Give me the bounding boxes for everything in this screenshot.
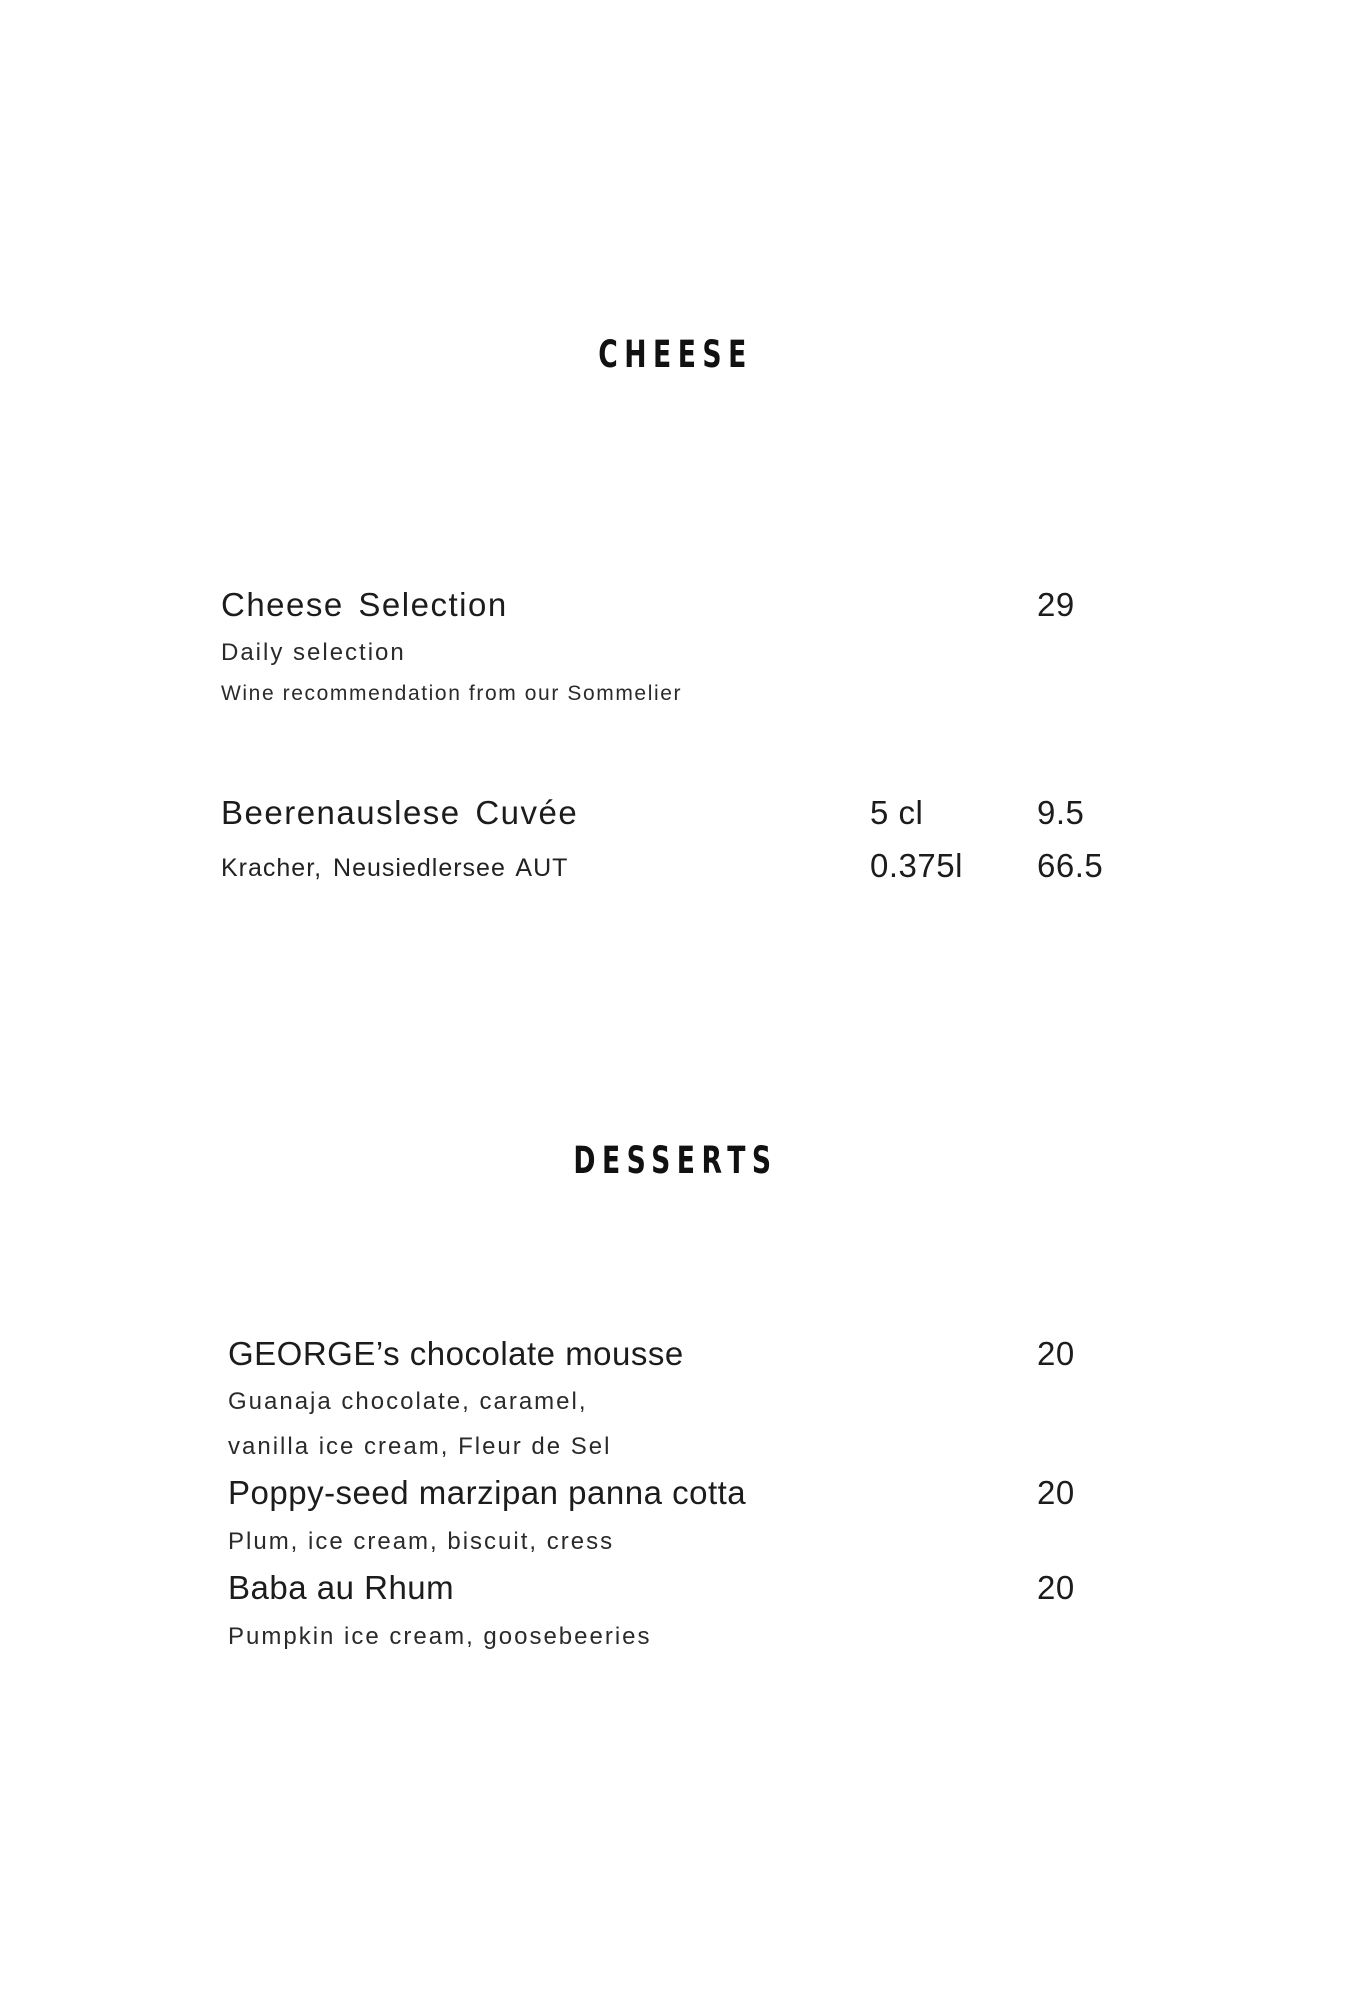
wine-volume-small: 5 cl (870, 794, 924, 831)
desserts-heading: DESSERTS (573, 1139, 778, 1182)
dessert-price: 20 (1037, 1335, 1075, 1372)
dessert-description: Pumpkin ice cream, goosebeeries (228, 1623, 652, 1650)
wine-price-bottle: 66.5 (1037, 847, 1104, 884)
wine-origin: Kracher, Neusiedlersee AUT (221, 854, 569, 882)
cheese-heading: CHEESE (598, 333, 753, 376)
wine-volume-bottle: 0.375l (870, 847, 963, 884)
dessert-name: GEORGE’s chocolate mousse (228, 1335, 684, 1372)
dessert-price: 20 (1037, 1474, 1075, 1511)
cheese-selection-description: Daily selection (221, 639, 406, 666)
dessert-name: Poppy-seed marzipan panna cotta (228, 1474, 747, 1511)
cheese-selection-price: 29 (1037, 586, 1075, 623)
dessert-description: Plum, ice cream, biscuit, cress (228, 1528, 615, 1555)
wine-price-small: 9.5 (1037, 794, 1085, 831)
dessert-price: 20 (1037, 1569, 1075, 1606)
wine-name: Beerenauslese Cuvée (221, 794, 579, 831)
dessert-name: Baba au Rhum (228, 1569, 455, 1606)
dessert-description: vanilla ice cream, Fleur de Sel (228, 1433, 612, 1460)
cheese-selection-name: Cheese Selection (221, 586, 508, 623)
cheese-selection-note: Wine recommendation from our Sommelier (221, 682, 683, 705)
dessert-description: Guanaja chocolate, caramel, (228, 1388, 588, 1415)
